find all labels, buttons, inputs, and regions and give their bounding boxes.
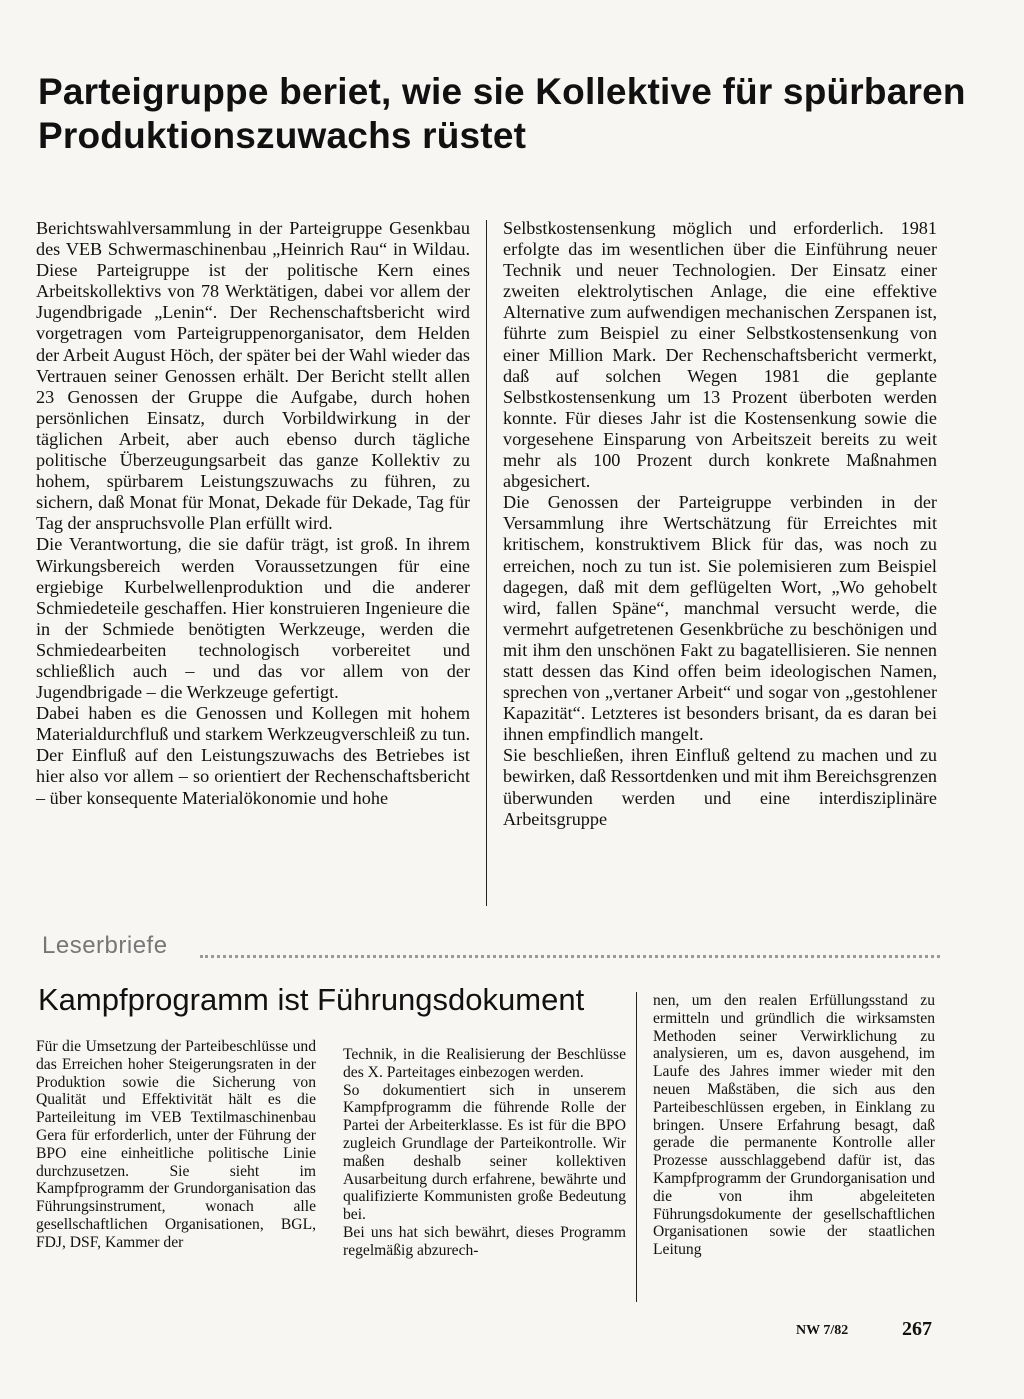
letters-paragraph: So dokumentiert sich in unserem Kampfprogramm die führende Rolle der Partei der Arbeiterklasse. Es ist für die BPO zugleich Grundlage der Parteikontrolle. Wir maßen deshalb seiner kollektiven Ausarbeitung durch erfahrene, bewährte und qualifizierte Kommunisten große Bedeutung bei. [343, 1081, 626, 1224]
article-column-2 [503, 218, 937, 830]
letters-column-1 [36, 1038, 316, 1252]
page-number: 267 [902, 1318, 932, 1340]
article-column-1 [36, 218, 470, 809]
letters-paragraph: nen, um den realen Erfüllungsstand zu ermitteln und gründlich die wirksamsten Methoden seiner Verwirklichung zu analysieren, um es, davon ausgehend, im Laufe des Jahres immer wieder mit den neuen Maßstäben, die sich aus den Parteibeschlüssen ergeben, in Einklang zu bringen. Unsere Erfahrung besagt, daß gerade die permanente Kontrolle aller Prozesse ausschlaggebend dafür ist, das Kampfprogramm der Grundorganisation und die von ihm abgeleiteten Führungsdokumente der gesellschaftlichen Organisationen sowie der staatlichen Leitung [653, 992, 935, 1259]
letters-column-2 [343, 1046, 626, 1260]
letters-headline: Kampfprogramm ist Führungsdokument [38, 982, 585, 1017]
letters-paragraph: Bei uns hat sich bewährt, dieses Programm regelmäßig abzurech- [343, 1223, 626, 1259]
letters-paragraph: Für die Umsetzung der Parteibeschlüsse und das Erreichen hoher Steigerungsraten in der Produktion sowie die Sicherung von Qualität und Effektivität hält es die Parteileitung im VEB Textilmaschinenbau Gera für erforderlich, unter der Führung der BPO eine einheitliche politische Linie durchzusetzen. Sie sieht im Kampfprogramm der Grundorganisation das Führungsinstrument, wonach alle gesellschaftlichen Organisationen, BGL, FDJ, DSF, Kammer der [36, 1038, 316, 1251]
column-divider [636, 992, 637, 1302]
article-paragraph: Die Genossen der Parteigruppe verbinden in der Versammlung ihre Wertschätzung für Erreichtes mit kritischem, konstruktivem Blick für das, was noch zu erreichen, noch zu tun ist. Sie polemisieren zum Beispiel dagegen, daß mit dem geflügelten Wort, „Wo gehobelt wird, fallen Späne“, manchmal versucht werde, die vermehrt aufgetretenen Gesenkbrüche zu beschönigen und mit ihm den unschönen Fakt zu bagatellisieren. Sie nennen statt dessen das Kind offen beim ideologischen Namen, sprechen von „vertaner Arbeit“ und sogar von „gestohlener Kapazität“. Letzteres ist besonders brisant, da es daran bei ihnen empfindlich mangelt. [503, 492, 937, 745]
letters-paragraph: Technik, in die Realisierung der Beschlüsse des X. Parteitages einbezogen werden. [343, 1046, 626, 1081]
section-divider [200, 955, 940, 958]
column-divider [486, 220, 487, 906]
article-paragraph: Berichtswahlversammlung in der Parteigruppe Gesenkbau des VEB Schwermaschinenbau „Heinrich Rau“ in Wildau. Diese Parteigruppe ist der politische Kern eines Arbeitskollektivs von 78 Werktätigen, dabei vor allem der Jugendbrigade „Lenin“. Der Rechenschaftsbericht wird vorgetragen vom Parteigruppenorganisator, dem Helden der Arbeit August Höch, der später bei der Wahl wieder das Vertrauen seiner Genossen erhält. Der Bericht stellt allen 23 Genossen der Gruppe die Aufgabe, durch hohen persönlichen Einsatz, durch Vorbildwirkung in der täglichen Arbeit, aber auch ebenso durch tägliche politische Überzeugungsarbeit das ganze Kollektiv zu hohem, spürbarem Leistungszuwachs zu führen, zu sichern, daß Monat für Monat, Dekade für Dekade, Tag für Tag der anspruchsvolle Plan erfüllt wird. [36, 218, 470, 534]
letters-column-3 [653, 992, 935, 1259]
section-label-leserbriefe: Leserbriefe [42, 932, 168, 959]
issue-label: NW 7/82 [796, 1323, 849, 1338]
article-paragraph: Sie beschließen, ihren Einfluß geltend zu machen und zu bewirken, daß Ressortdenken und mit ihm Bereichsgrenzen überwunden werden und eine interdisziplinäre Arbeitsgruppe [503, 745, 937, 829]
article-headline: Parteigruppe beriet, wie sie Kollektive für spürbaren Produktionszuwachs rüstet [38, 71, 966, 156]
article-paragraph: Selbstkostensenkung möglich und erforderlich. 1981 erfolgte das im wesentlichen über die Einführung neuer Technik und neuer Technologien. Der Einsatz einer zweiten elektrolytischen Anlage, die eine effektive Alternative zum aufwendigen mechanischen Zerspanen ist, führte zum Beispiel zu einer Selbstkostensenkung von einer Million Mark. Der Rechenschaftsbericht vermerkt, daß auf solchen Wegen 1981 die geplante Selbstkostensenkung um 13 Prozent überboten werden konnte. Für dieses Jahr ist die Kostensenkung sowie die vorgesehene Einsparung von Arbeitszeit bereits zu weit mehr als 100 Prozent durch konkrete Maßnahmen abgesichert. [503, 218, 937, 492]
article-paragraph: Die Verantwortung, die sie dafür trägt, ist groß. In ihrem Wirkungsbereich werden Voraussetzungen für eine ergiebige Kurbelwellenproduktion und die anderer Schmiedeteile geschaffen. Hier konstruieren Ingenieure die in der Schmiede benötigten Werkzeuge, werden die Schmiedearbeiten technologisch vorbereitet und schließlich auch – und das vor allem von der Jugendbrigade – die Werkzeuge gefertigt. [36, 534, 470, 703]
article-paragraph: Dabei haben es die Genossen und Kollegen mit hohem Materialdurchfluß und starkem Werkzeugverschleiß zu tun. Der Einfluß auf den Leistungszuwachs des Betriebes ist hier also vor allem – so orientiert der Rechenschaftsbericht – über konsequente Materialökonomie und hohe [36, 703, 470, 808]
